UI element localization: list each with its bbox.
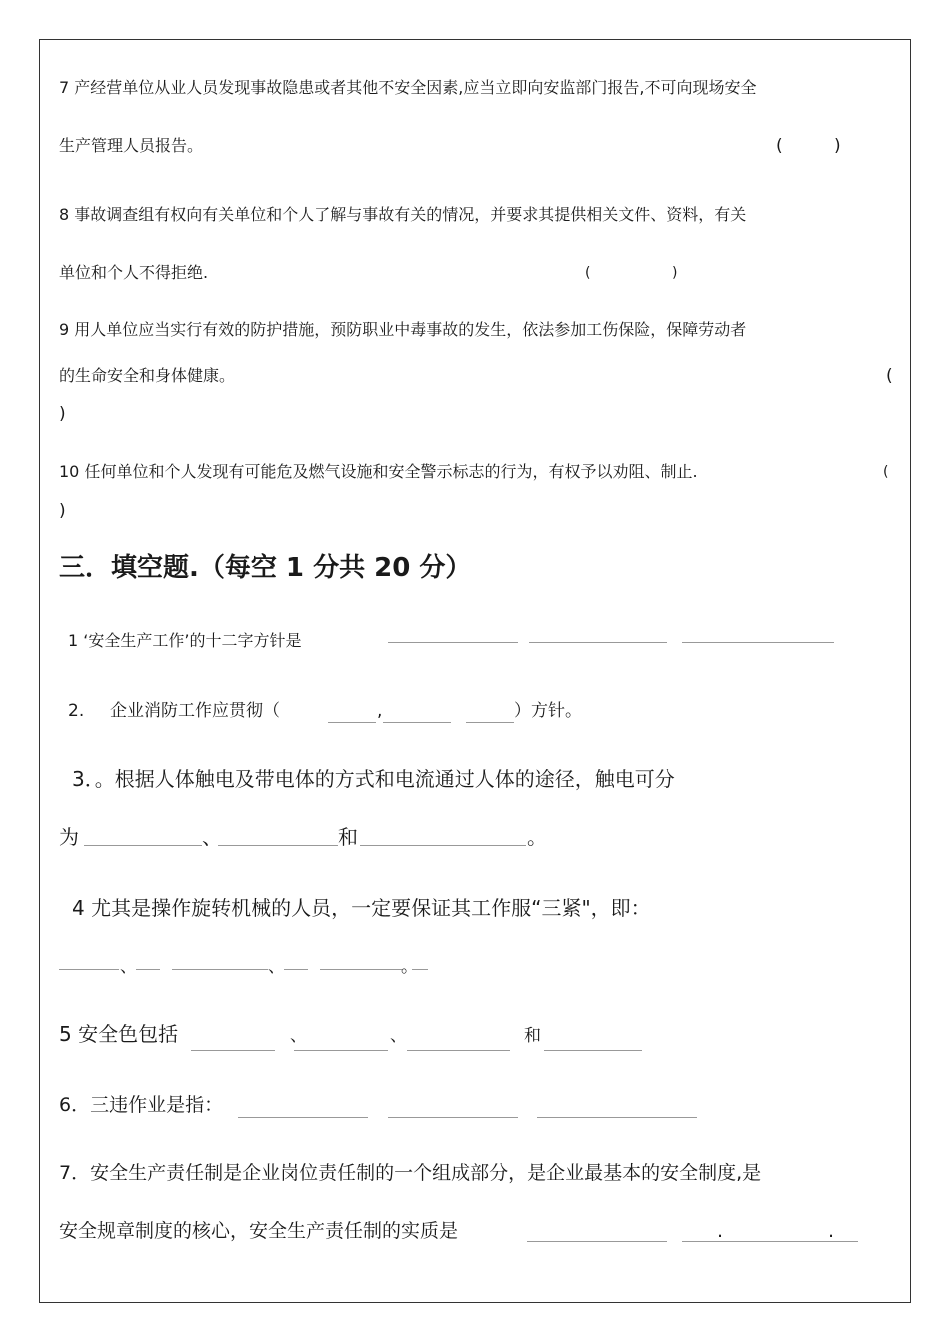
fill-q6-blank-3: [537, 1117, 697, 1118]
fill-q4-blank-2: [136, 969, 160, 970]
fill-q5-text: 5 安全色包括: [59, 1022, 179, 1046]
tf-item-7-line1: 7 产经营单位从业人员发现事故隐患或者其他不安全因素,应当立即向安监部门报告,不可向现场安全: [59, 78, 757, 97]
tf-item-8-open-paren: (: [585, 265, 591, 281]
fill-q5-blank-1: [191, 1050, 275, 1051]
fill-q3-blank-1: [84, 845, 202, 846]
fill-q4-blank-5: [320, 969, 402, 970]
fill-q2-text: 企业消防工作应贯彻（: [110, 701, 280, 721]
fill-q1-blank-2: [529, 642, 667, 643]
fill-q5-sep-1: 、: [290, 1026, 307, 1046]
fill-q6-text: 6．三违作业是指：: [59, 1094, 224, 1116]
tf-item-7-open-paren: (: [776, 136, 783, 156]
fill-q5-blank-4: [544, 1050, 642, 1051]
fill-q3-sep-2: 和: [338, 825, 358, 849]
fill-q4-sep-2: 、: [268, 957, 285, 977]
tf-item-9-line2: 的生命安全和身体健康。: [59, 366, 236, 385]
fill-q2-comma: ,: [377, 701, 383, 721]
fill-q2-end: ）方针。: [514, 701, 582, 721]
tf-item-8-line2: 单位和个人不得拒绝.: [59, 263, 209, 282]
fill-q3-sep-1: 、: [202, 825, 222, 849]
tf-item-9-close-paren: ): [59, 404, 66, 424]
fill-q4-end: 。: [401, 957, 418, 977]
fill-q2-blank-3: [466, 722, 514, 723]
fill-q7-blank-1: [527, 1241, 667, 1242]
fill-q7-dot-2: .: [828, 1220, 835, 1242]
tf-item-7-close-paren: ): [834, 136, 841, 156]
fill-q5-sep-2: 、: [390, 1026, 407, 1046]
tf-item-8-line1: 8 事故调查组有权向有关单位和个人了解与事故有关的情况，并要求其提供相关文件、资料，有关: [59, 205, 747, 224]
fill-q3-end: 。: [527, 825, 547, 849]
tf-item-8-close-paren: ): [672, 265, 678, 281]
fill-q4-sep-1: 、: [120, 957, 137, 977]
fill-q2-number: 2.: [68, 701, 85, 721]
section-heading: 三．填空题.（每空 1 分共 20 分）: [59, 553, 472, 583]
fill-q7-line2: 安全规章制度的核心，安全生产责任制的实质是: [59, 1220, 459, 1242]
tf-item-9-line1: 9 用人单位应当实行有效的防护措施，预防职业中毒事故的发生，依法参加工伤保险，保障劳动者: [59, 320, 747, 339]
tf-item-9-open-paren: (: [886, 366, 893, 386]
fill-q5-blank-2: [294, 1050, 388, 1051]
fill-q3-line1: 3．。根据人体触电及带电体的方式和电流通过人体的途径，触电可分: [72, 767, 675, 791]
fill-q1-text: 1 ‘安全生产工作’的十二字方针是: [68, 631, 302, 650]
fill-q4-blank-1: [59, 969, 119, 970]
fill-q3-prefix: 为: [59, 825, 79, 849]
fill-q6-blank-2: [388, 1117, 518, 1118]
fill-q2-blank-1: [328, 722, 376, 723]
fill-q1-blank-1: [388, 642, 518, 643]
fill-q5-blank-3: [407, 1050, 510, 1051]
fill-q7-dot-1: .: [717, 1220, 724, 1242]
tf-item-10-line1: 10 任何单位和个人发现有可能危及燃气设施和安全警示标志的行为，有权予以劝阻、制止.: [59, 462, 698, 481]
fill-q4-line1: 4 尤其是操作旋转机械的人员，一定要保证其工作服“三紧"，即：: [72, 896, 651, 920]
tf-item-7-line2: 生产管理人员报告。: [59, 136, 204, 155]
fill-q4-blank-3: [172, 969, 268, 970]
fill-q6-blank-1: [238, 1117, 368, 1118]
tf-item-10-close-paren: ): [59, 501, 66, 521]
fill-q4-blank-6: [412, 969, 428, 970]
fill-q5-sep-3: 和: [524, 1026, 541, 1046]
fill-q7-line1: 7．安全生产责任制是企业岗位责任制的一个组成部分，是企业最基本的安全制度,是: [59, 1162, 762, 1184]
fill-q4-blank-4: [284, 969, 308, 970]
fill-q3-blank-2: [218, 845, 338, 846]
fill-q2-blank-2: [383, 722, 451, 723]
fill-q3-blank-3: [360, 845, 526, 846]
tf-item-10-open-paren: (: [883, 464, 889, 480]
fill-q1-blank-3: [682, 642, 834, 643]
